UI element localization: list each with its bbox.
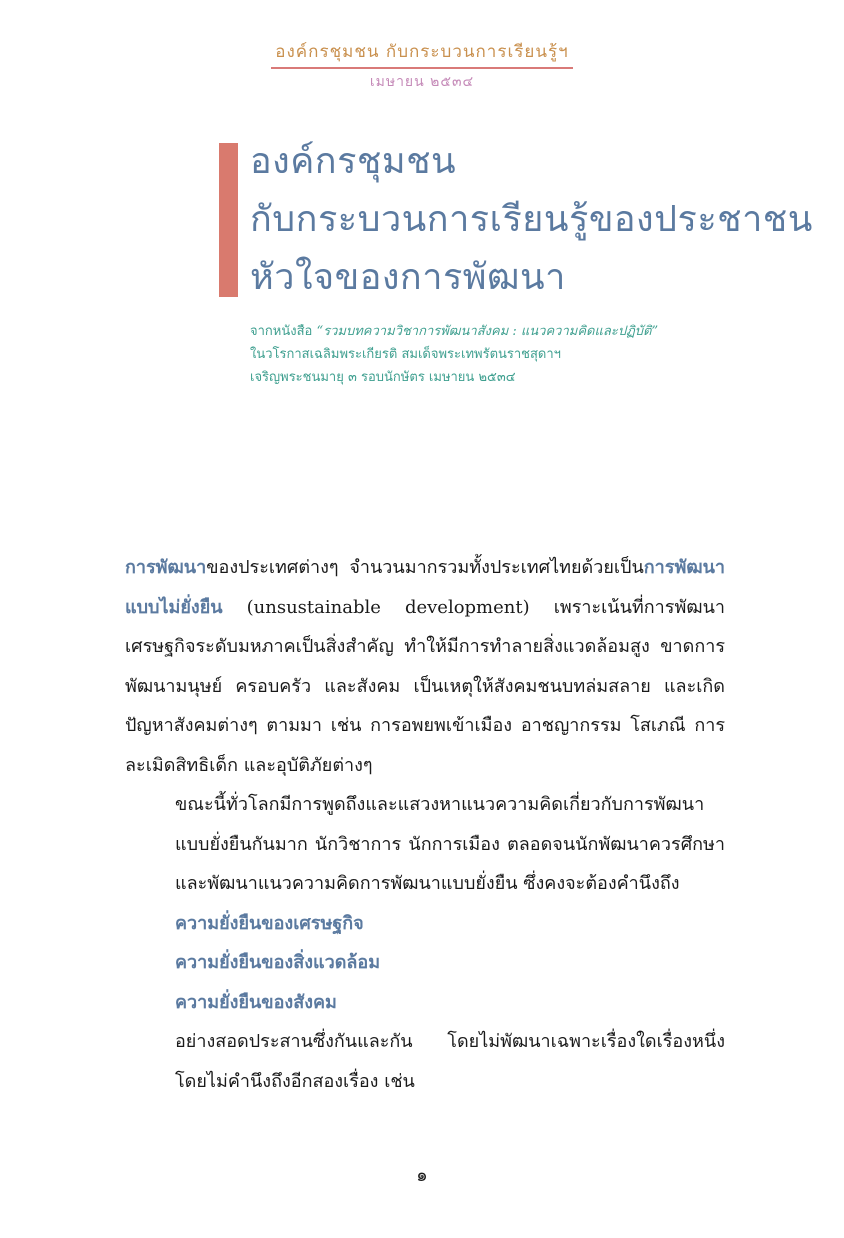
term-development: การพัฒนา (125, 557, 207, 578)
concept-social-sustainability: ความยั่งยืนของสังคม (175, 991, 337, 1013)
source-book-title: “รวมบทความวิชาการพัฒนาสังคม : แนวความคิดและปฏิบัติ” (316, 324, 659, 339)
term-unsustainable-development: การพัฒนาแบบไม่ยั่งยืน (125, 557, 725, 618)
paragraph-1 (125, 548, 725, 785)
source-prefix: จากหนังสือ (250, 324, 317, 339)
paragraph-1-text-b: (unsustainable development) เพราะเน้นที่การพัฒนาเศรษฐกิจระดับมหภาคเป็นสิ่งสำคัญ ทำให้มีการทำลายสิ่งแวดล้อมสูง ขาดการพัฒนามนุษย์ ครอบครัว และสังคม เป็นเหตุให้สังคมชนบทล่มสลาย และเกิดปัญหาสังคมต่างๆ ตามมา เช่น การอพยพเข้าเมือง อาชญากรรม โสเภณี การละเมิดสิทธิเด็ก และอุบัติภัยต่างๆ (125, 596, 725, 776)
source-citation (250, 320, 810, 389)
running-title: องค์กรชุมชน กับกระบวนการเรียนรู้ฯ (271, 38, 572, 69)
concept-environmental-sustainability: ความยั่งยืนของสิ่งแวดล้อม (175, 952, 381, 973)
title-line-2: กับกระบวนการเรียนรู้ของประชาชน (250, 199, 813, 240)
running-date: เมษายน ๒๕๓๔ (369, 74, 475, 90)
title-accent-bar (219, 143, 238, 297)
title-line-1: องค์กรชุมชน (250, 141, 457, 182)
source-line-3: เจริญพระชนมายุ ๓ รอบนักษัตร เมษายน ๒๕๓๔ (250, 370, 516, 385)
page-number: ๑ (416, 1165, 428, 1186)
paragraph-1-text-a: ของประเทศต่างๆ จำนวนมากรวมทั้งประเทศไทยด้วยเป็น (206, 557, 644, 578)
source-line-1 (250, 320, 810, 343)
body-text (125, 548, 725, 1101)
page-title (250, 133, 830, 307)
running-header (0, 38, 844, 93)
source-line-2: ในวโรกาสเฉลิมพระเกียรติ สมเด็จพระเทพรัตนราชสุดาฯ (250, 347, 561, 362)
paragraph-3: อย่างสอดประสานซึ่งกันและกัน โดยไม่พัฒนาเฉพาะเรื่องใดเรื่องหนึ่ง โดยไม่คำนึงถึงอีกสองเรื่อง เช่น (175, 1031, 725, 1092)
concept-economic-sustainability: ความยั่งยืนของเศรษฐกิจ (175, 912, 364, 934)
title-line-3: หัวใจของการพัฒนา (250, 257, 566, 298)
paragraph-2: ขณะนี้ทั่วโลกมีการพูดถึงและแสวงหาแนวความคิดเกี่ยวกับการพัฒนาแบบยั่งยืนกันมาก นักวิชาการ นักการเมือง ตลอดจนนักพัฒนาควรศึกษาและพัฒนาแนวความคิดการพัฒนาแบบยั่งยืน ซึ่งคงจะต้องคำนึงถึง (175, 794, 725, 894)
